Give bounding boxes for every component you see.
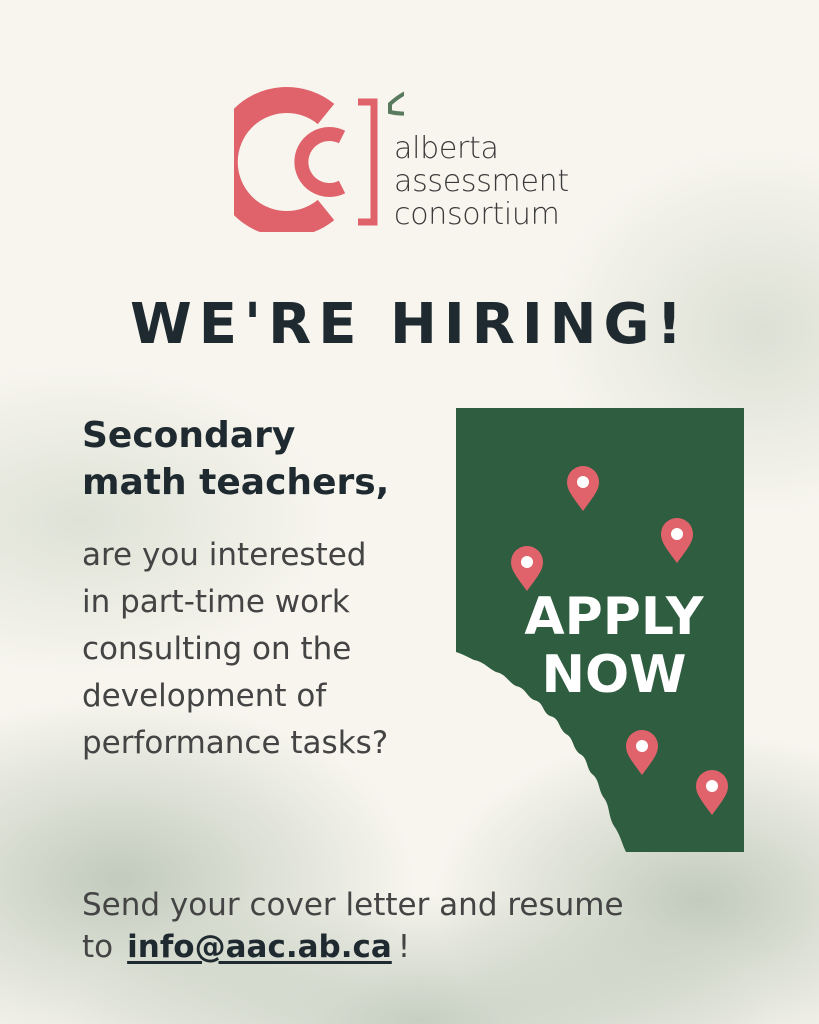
job-description xyxy=(82,532,442,767)
aac-logo xyxy=(234,82,594,232)
logo-line-alberta: alberta xyxy=(394,131,499,166)
aac-logo-mark xyxy=(234,82,404,232)
body-line-2: in part-time work xyxy=(82,584,350,620)
hiring-headline: WE'RE HIRING! xyxy=(129,292,690,357)
subhead-line-1: Secondary xyxy=(82,415,296,456)
apply-line-2: NOW xyxy=(541,645,687,705)
body-line-3: consulting on the xyxy=(82,631,352,667)
body-line-5: performance tasks? xyxy=(82,725,389,761)
contact-instructions xyxy=(82,884,762,968)
map-pin-icon xyxy=(660,518,694,564)
footer-exclamation: ! xyxy=(397,929,411,965)
audience-subhead xyxy=(82,412,442,506)
footer-line-1: Send your cover letter and resume xyxy=(82,887,624,923)
email-link[interactable]: info@aac.ab.ca xyxy=(127,929,392,965)
logo-wordmark xyxy=(394,132,569,231)
subhead-line-2: math teachers, xyxy=(82,462,390,503)
map-pin-icon xyxy=(510,546,544,592)
logo-line-consortium: consortium xyxy=(394,197,560,232)
logo-line-assessment: assessment xyxy=(394,164,569,199)
map-pin-icon xyxy=(566,466,600,512)
footer-to: to xyxy=(82,929,114,965)
body-line-1: are you interested xyxy=(82,537,367,573)
apply-line-1: APPLY xyxy=(524,587,704,647)
apply-now-label xyxy=(454,588,774,704)
map-pin-icon xyxy=(695,770,729,816)
footer-line-2 xyxy=(82,926,762,968)
map-pin-icon xyxy=(625,730,659,776)
body-line-4: development of xyxy=(82,678,327,714)
